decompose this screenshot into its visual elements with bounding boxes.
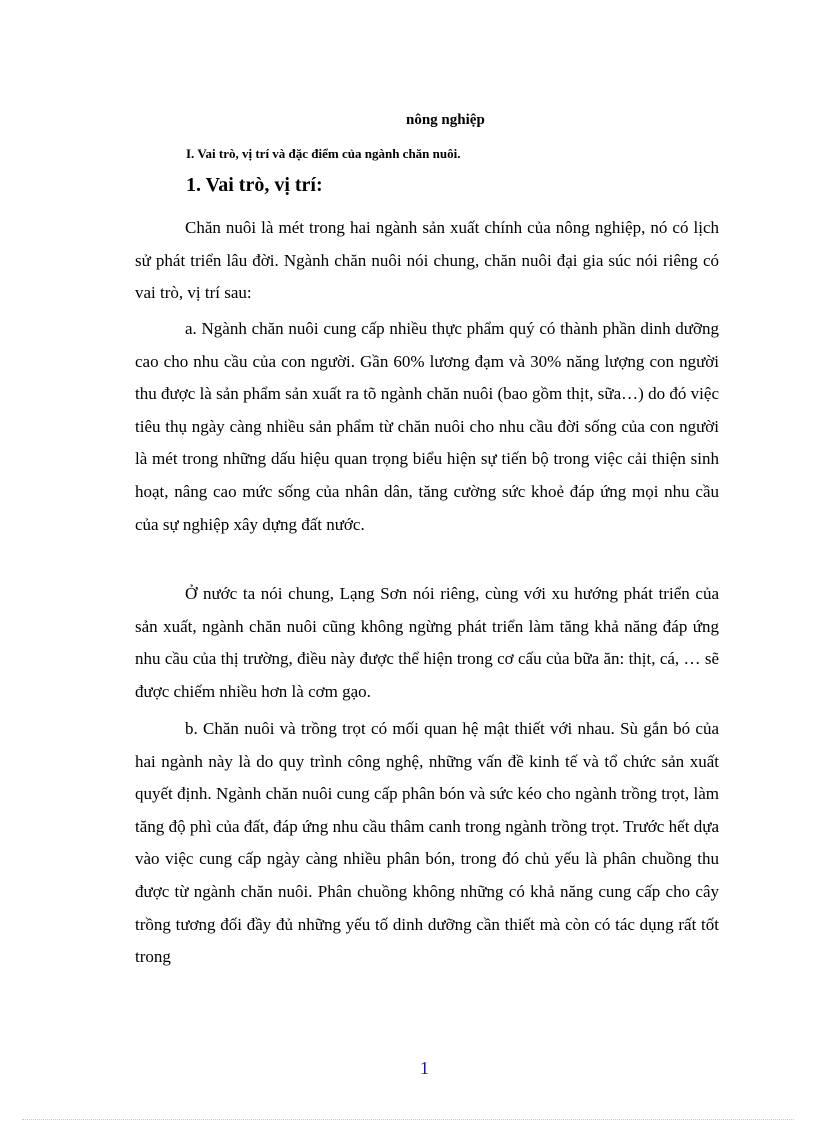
paragraph-a: a. Ngành chăn nuôi cung cấp nhiều thực phẩm quý có thành phần dinh dưỡng cao cho nhu cầu của con người. Gần 60% lương đạm và 30% năng lượng con người thu được là sản phẩm sản xuất ra tõ ngành chăn nuôi (bao gồm thịt, sữa…) do đó việc tiêu thụ ngày càng nhiều sản phẩm từ chăn nuôi cho nhu cầu đời sống của con người là mét trong những dấu hiệu quan trọng biểu hiện sự tiến bộ trong việc cải thiện sinh hoạt, nâng cao mức sống của nhân dân, tăng cường sức khoẻ đáp ứng mọi nhu cầu của sự nghiệp xây dựng đất nước. (135, 319, 719, 534)
running-header: nông nghiệp (406, 112, 485, 128)
paragraph-b: b. Chăn nuôi và trồng trọt có mối quan hệ mật thiết với nhau. Sù gắn bó của hai ngành này là do quy trình công nghệ, những vấn đề kinh tế và tổ chức sản xuất quyết định. Ngành chăn nuôi cung cấp phân bón và sức kéo cho ngành trồng trọt, làm tăng độ phì của đất, đáp ứng nhu cầu thâm canh trong ngành trồng trọt. Trước hết dựa vào việc cung cấp ngày càng nhiều phân bón, trong đó chủ yếu là phân chuồng thu được từ ngành chăn nuôi. Phân chuồng không những có khả năng cung cấp cho cây trồng tương đối đầy đủ những yếu tố dinh dưỡng cần thiết mà còn có tác dụng rất tốt trong (135, 719, 719, 967)
subsection-heading: 1. Vai trò, vị trí: (186, 174, 323, 196)
page-number: 1 (420, 1058, 429, 1078)
page-bottom-rule (22, 1119, 794, 1120)
paragraph-vietnam: Ở nước ta nói chung, Lạng Sơn nói riêng, cùng với xu hướng phát triển của sản xuất, ngành chăn nuôi cũng không ngừng phát triển làm tăng khả năng đáp ứng nhu cầu của thị trường, điều này được thể hiện trong cơ cấu của bữa ăn: thịt, cá, … sẽ được chiếm nhiều hơn là cơm gạo. (135, 584, 719, 701)
section-heading: I. Vai trò, vị trí và đặc điểm của ngành chăn nuôi. (186, 146, 461, 161)
paragraph-intro: Chăn nuôi là mét trong hai ngành sản xuất chính của nông nghiệp, nó có lịch sử phát triển lâu đời. Ngành chăn nuôi nói chung, chăn nuôi đại gia súc nói riêng có vai trò, vị trí sau: (135, 218, 719, 303)
